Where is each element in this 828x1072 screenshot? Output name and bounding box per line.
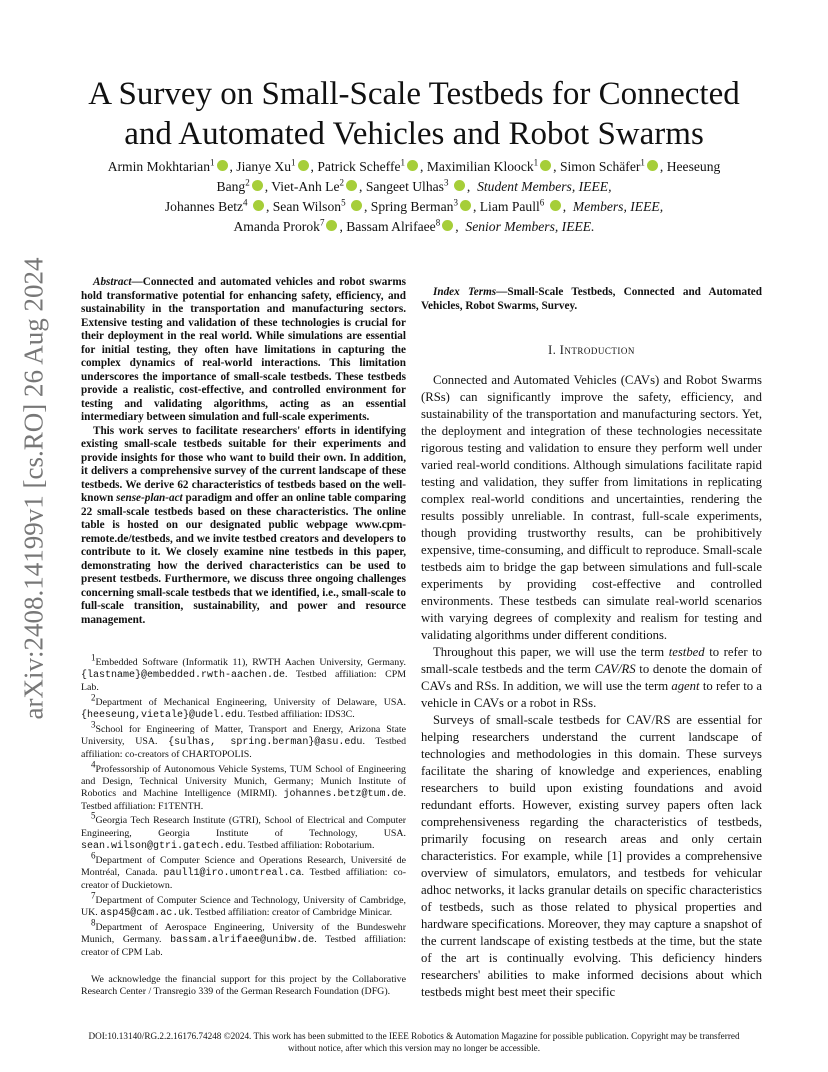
footnote: $^3$School for Engineering of Matter, Transport and Energy, Arizona State University, USA. {sulhas, spring.berman}@asu.edu. Testbed affiliation: co-creators of CHARTOPOLIS.: [81, 719, 407, 761]
footnote: $^5$Georgia Tech Research Institute (GTRI), School of Electrical and Computer Engineering, Georgia Institute of Technology, USA. sean.wilson@gtri.gatech.edu. Testbed affiliation: Robotarium.: [81, 811, 406, 852]
intro-paragraph-3: Surveys of small-scale testbeds for CAV/RS are essential for helping researchers understand the current landscape of technologies and methodologies in this domain. These surveys facilitate the sharing of knowledge and experiences, enabling researchers to build upon existing foundations and avoid redundant efforts. However, existing survey papers often lack comprehensiveness regarding the characteristics of testbeds, primarily focusing on research areas and only certain characteristics. For example, while [1] provides a comprehensive overview of simulators, emulators, and testbeds for vehicular adhoc networks, it lacks granular details on specific characteristics of testbeds, such as those related to physical properties and hardware specifications. Moreover, they may capture a snapshot of the current landscape of existing testbeds at the time, but the state of the art is continually evolving. This deficiency hinders researchers' abilities to make informed decisions about which testbeds might best meet their specific: [421, 713, 762, 999]
footnotes: [81, 652, 407, 1000]
abstract: Abstract—Connected and automated vehicles and robot swarms hold transformative potential for enhancing safety, efficiency, and sustainability in the transportation and manufacturing sectors. Extensive testing and validation of these technologies is crucial for their deployment in the real world. While simulations are essential for initial testing, they often have limitations in capturing the complex dynamics of real-world interactions. This limitation underscores the importance of small-scale testbeds. These testbeds provide a realistic, cost-effective, and controlled environment for testing and validating algorithms, acting as an essential intermediary between simulation and full-scale experiments.: [81, 276, 406, 423]
title-line-1: A Survey on Small-Scale Testbeds for Connected: [88, 76, 740, 112]
orcid-icon[interactable]: [460, 200, 471, 211]
author-line-1: Armin Mokhtarian$^1$ , Jianye Xu$^1$ , Patrick Scheffe$^1$ , Maximilian Kloock$^1$ , Simon Schäfer$^1$ , Heeseung: [107, 157, 721, 174]
paper-title: [60, 74, 768, 154]
author-line-3: Johannes Betz$^4$ , Sean Wilson$^5$ , Spring Berman$^3$ , Liam Paull$^6$ , Members, IEEE,: [164, 197, 664, 214]
orcid-icon[interactable]: [217, 160, 228, 171]
email-link[interactable]: {sulhas, spring.berman}@asu.edu: [168, 737, 363, 749]
abstract-paragraph-2: This work serves to facilitate researchers' efforts in identifying existing small-scale testbeds suitable for their experiments and provide insights for those who want to build their own. In addition, it delivers a comprehensive survey of the current landscape of these testbeds. We derive 62 characteristics of testbeds based on the well-known sense-plan-act paradigm and offer an online table comparing 22 small-scale testbeds based on these characteristics. The online table is hosted on our designated public webpage www.cpm-remote.de/testbeds, and we invite testbed creators and developers to contribute to it. We closely examine nine testbeds in this paper, demonstrating how the derived characteristics can be used to present testbeds. Furthermore, we discuss three ongoing challenges concerning small-scale testbeds that we identified, i.e., small-scale to full-scale transition, sustainability, and power and resource management.: [81, 424, 406, 626]
arxiv-id: arXiv:2408.14199v1 [cs.RO] 26 Aug 2024: [18, 257, 49, 719]
copyright-note: [40, 1031, 788, 1054]
intro-paragraph-1: Connected and Automated Vehicles (CAVs) and Robot Swarms (RSs) can significantly improve the safety, efficiency, and sustainability of the transportation and manufacturing sectors. Yet, the deployment and integration of these technologies necessitate rigorous testing and validation to ensure they perform well under varied real-world conditions. Although simulations facilitate rapid testing and validation, they suffer from limitations in replicating complex real-world conditions and uncertainties, rendering the results possibly unreliable. In contrast, full-scale experiments, though providing trustworthy results, can be prohibitively expensive, time-consuming, and difficult to reproduce. Small-scale testbeds aim to bridge the gap between simulations and full-scale experiments by providing cost-effective and controlled environments. These testbeds can simulate real-world scenarios with varying degrees of complexity and realism for testing and validating algorithms under different conditions.: [421, 373, 762, 642]
author-role: Members, IEEE,: [572, 199, 664, 214]
copyright-note-line-2: without notice, after which this version may no longer be accessible.: [287, 1042, 541, 1053]
footnote: $^4$Professorship of Autonomous Vehicle Systems, TUM School of Engineering and Design, Technical University Munich, Germany; Munich Institute of Robotics and Machine Intelligence (MIRMI). johannes.betz@tum.de. Testbed affiliation: F1TENTH.: [81, 759, 406, 813]
email-link[interactable]: {heeseung,vietale}@udel.edu: [81, 709, 244, 721]
email-link[interactable]: sean.wilson@gtri.gatech.edu: [81, 840, 244, 852]
title-line-2: and Automated Vehicles and Robot Swarms: [124, 116, 704, 152]
orcid-icon[interactable]: [442, 220, 453, 231]
author-line-4: Amanda Prorok$^7$ , Bassam Alrifaee$^8$ , Senior Members, IEEE.: [233, 217, 595, 234]
email-link[interactable]: paull1@iro.umontreal.ca: [163, 868, 302, 880]
orcid-icon[interactable]: [407, 160, 418, 171]
footnote: $^6$Department of Computer Science and Operations Research, Université de Montréal, Canada. paull1@iro.umontreal.ca. Testbed affiliation: co-creator of Duckietown.: [81, 850, 406, 892]
orcid-icon[interactable]: [454, 180, 465, 191]
arxiv-stamp: [14, 257, 54, 719]
orcid-icon[interactable]: [346, 180, 357, 191]
email-link[interactable]: bassam.alrifaee@unibw.de: [170, 935, 315, 947]
author-role: Student Members, IEEE,: [477, 179, 612, 194]
right-column: [421, 286, 762, 1001]
intro-paragraph-2: Throughout this paper, we will use the term testbed to refer to small-scale testbeds and the term CAV/RS to denote the domain of CAVs and RSs. In addition, we will use the term agent to refer to a vehicle in CAVs or a robot in RSs.: [421, 645, 762, 710]
section-heading: I. Introduction: [548, 343, 635, 357]
author-line-2: Bang$^2$ , Viet-Anh Le$^2$ , Sangeet Ulhas$^3$ , Student Members, IEEE,: [216, 177, 612, 194]
footnote: $^8$Department of Aerospace Engineering, University of the Bundeswehr Munich, Germany. bassam.alrifaee@unibw.de. Testbed affiliation: creator of CPM Lab.: [81, 917, 406, 959]
index-terms: Index Terms—Small-Scale Testbeds, Connected and Automated Vehicles, Robot Swarms, Survey.: [421, 286, 762, 312]
orcid-icon[interactable]: [550, 200, 561, 211]
orcid-icon[interactable]: [326, 220, 337, 231]
footnote: $^1$Embedded Software (Informatik 11), RWTH Aachen University, Germany. {lastname}@embedded.rwth-aachen.de. Testbed affiliation: CPM Lab.: [81, 652, 406, 694]
orcid-icon[interactable]: [351, 200, 362, 211]
orcid-icon[interactable]: [647, 160, 658, 171]
orcid-icon[interactable]: [253, 200, 264, 211]
acknowledgment: We acknowledge the financial support for this project by the Collaborative Research Center / Transregio 339 of the German Research Foundation (DFG).: [81, 973, 406, 997]
email-link[interactable]: johannes.betz@tum.de: [283, 789, 404, 801]
email-link[interactable]: asp45@cam.ac.uk: [100, 907, 191, 919]
footnote: $^7$Department of Computer Science and Technology, University of Cambridge, UK. asp45@cam.ac.uk. Testbed affiliation: creator of Cambridge Minicar.: [81, 890, 406, 919]
orcid-icon[interactable]: [540, 160, 551, 171]
left-column: [81, 276, 406, 627]
email-link[interactable]: {lastname}@embedded.rwth-aachen.de: [81, 670, 286, 682]
orcid-icon[interactable]: [298, 160, 309, 171]
orcid-icon[interactable]: [252, 180, 263, 191]
copyright-note-line-1: DOI:10.13140/RG.2.2.16176.74248 ©2024. This work has been submitted to the IEEE Robotics & Automation Magazine for possible publication. Copyright may be transferred: [88, 1031, 740, 1041]
footnote: $^2$Department of Mechanical Engineering, University of Delaware, USA. {heeseung,vietale}@udel.edu. Testbed affiliation: IDS3C.: [81, 692, 406, 721]
author-role: Senior Members, IEEE.: [465, 219, 595, 234]
author-list: [60, 157, 768, 237]
